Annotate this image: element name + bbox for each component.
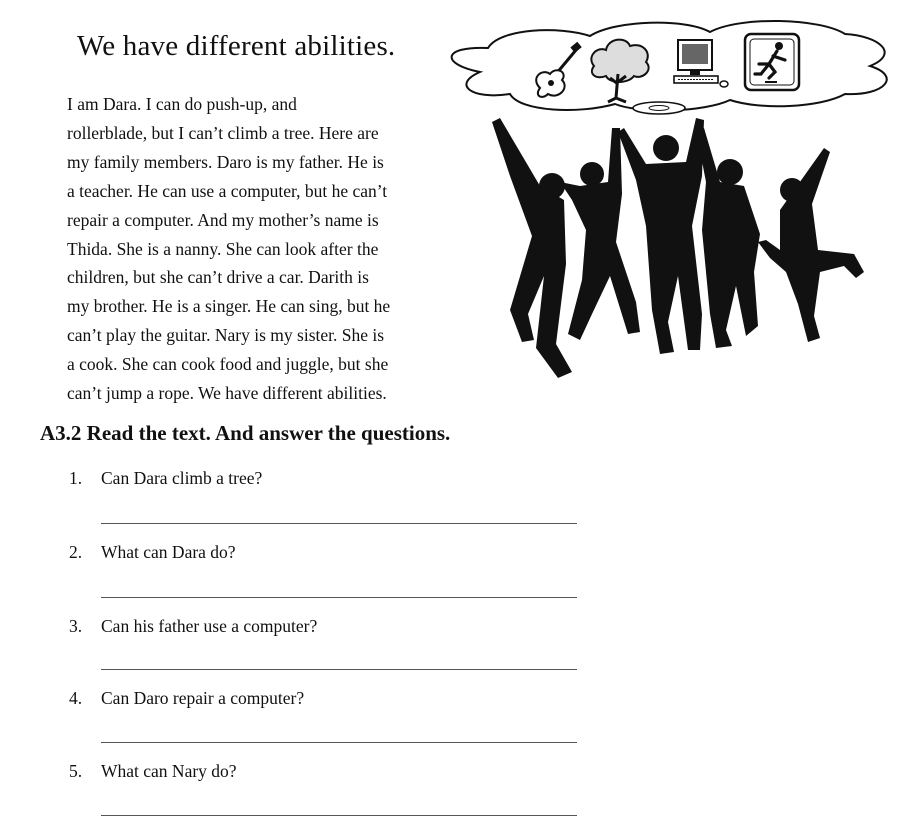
question-text: Can his father use a computer?	[101, 616, 318, 636]
question-5	[69, 761, 237, 782]
passage-line: a teacher. He can use a computer, but he can’t	[67, 180, 388, 201]
silhouette-figure	[696, 128, 760, 348]
question-number: 2.	[69, 542, 83, 562]
silhouette-figure	[492, 118, 572, 378]
passage-line: my family members. Daro is my father. He is	[67, 151, 384, 172]
passage-line: children, but she can’t drive a car. Darith is	[67, 267, 369, 288]
thought-bubble	[452, 21, 887, 114]
silhouette-figure	[758, 148, 864, 342]
passage-line: can’t jump a rope. We have different abilities.	[67, 383, 387, 404]
question-number: 1.	[69, 468, 83, 488]
worksheet-title: We have different abilities.	[77, 30, 396, 62]
question-text: Can Daro repair a computer?	[101, 688, 305, 708]
question-text: Can Dara climb a tree?	[101, 468, 263, 488]
passage-line: repair a computer. And my mother’s name is	[67, 209, 379, 230]
answer-line-2[interactable]	[101, 597, 577, 598]
reading-passage	[67, 90, 487, 408]
question-number: 3.	[69, 616, 83, 636]
question-1	[69, 468, 262, 489]
answer-line-3[interactable]	[101, 669, 577, 670]
question-text: What can Dara do?	[101, 542, 236, 562]
answer-line-5[interactable]	[101, 815, 577, 816]
question-number: 4.	[69, 688, 83, 708]
family-silhouettes	[492, 118, 864, 378]
answer-line-4[interactable]	[101, 742, 577, 743]
family-illustration	[440, 14, 900, 384]
question-number: 5.	[69, 761, 83, 781]
question-4	[69, 688, 304, 709]
section-heading: A3.2 Read the text. And answer the questions.	[40, 421, 451, 445]
question-text: What can Nary do?	[101, 761, 237, 781]
passage-line: my brother. He is a singer. He can sing, but he	[67, 296, 391, 317]
passage-line: can’t play the guitar. Nary is my sister. She is	[67, 325, 385, 346]
rollerblade-icon	[745, 34, 799, 90]
silhouette-figure	[560, 128, 640, 340]
passage-line: I am Dara. I can do push-up, and	[67, 94, 297, 114]
passage-line: rollerblade, but I can’t climb a tree. Here are	[67, 122, 379, 143]
passage-line: Thida. She is a nanny. She can look after the	[67, 238, 379, 259]
passage-line: a cook. She can cook food and juggle, but she	[67, 354, 389, 375]
question-3	[69, 616, 317, 637]
answer-line-1[interactable]	[101, 523, 577, 524]
question-2	[69, 542, 236, 563]
